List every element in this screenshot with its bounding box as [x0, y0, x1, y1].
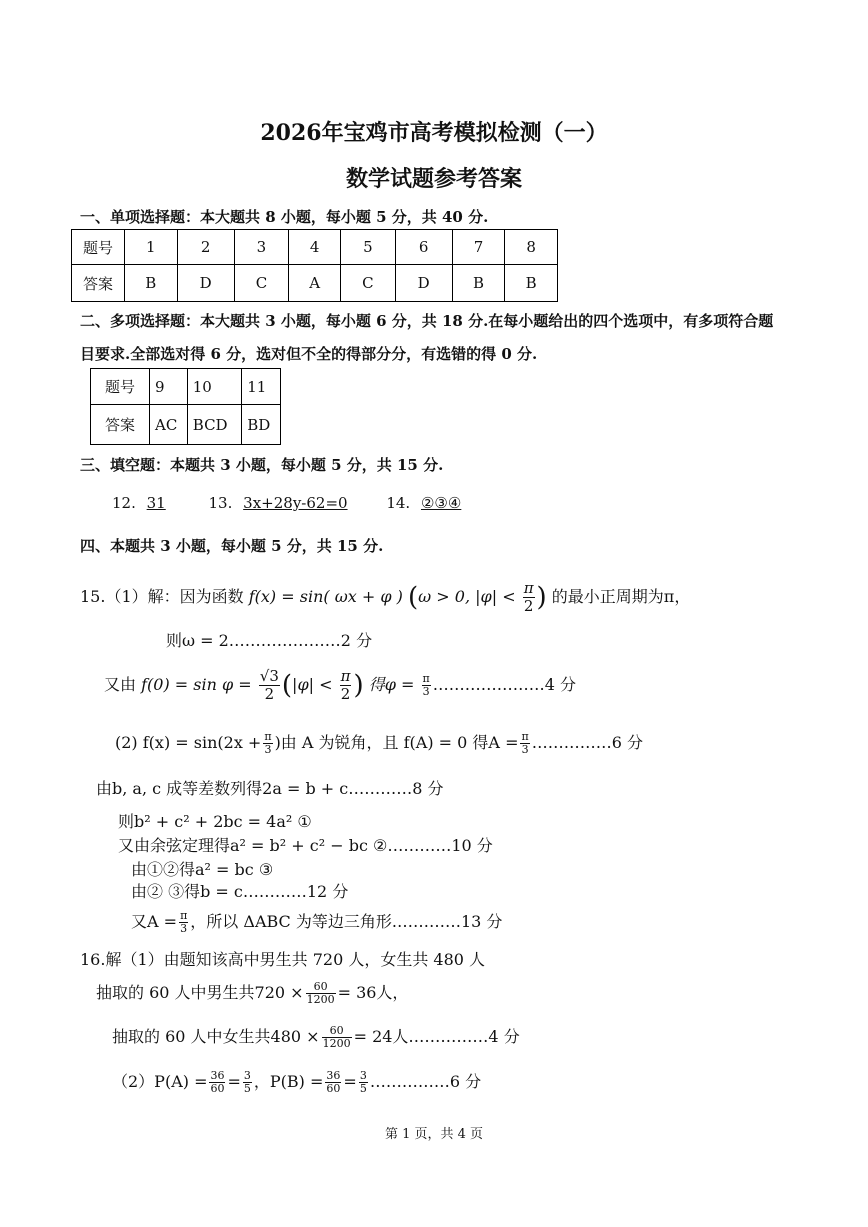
table-cell: C: [234, 265, 289, 302]
table-cell: B: [125, 265, 178, 302]
math-expr: 得φ =: [368, 675, 415, 694]
q15-intro: 15.（1）解：因为函数: [80, 587, 244, 606]
pi-over-3: $\frac{\pi}{3}$: [521, 730, 529, 756]
sqrt3-over-2: $\frac{√3}{2}$: [259, 667, 279, 703]
table-cell: 3: [234, 230, 289, 265]
table-cell: AC: [150, 405, 188, 445]
table-cell: 10: [187, 369, 241, 405]
table-cell: C: [341, 265, 396, 302]
page-title: 2026年宝鸡市高考模拟检测（一）: [260, 120, 608, 146]
equals-sign: =: [227, 1072, 241, 1091]
blank-14-answer: ②③④: [420, 494, 462, 512]
table-cell: 9: [150, 369, 188, 405]
q16-line4: [112, 1069, 481, 1095]
fill-blank-answers: [112, 494, 461, 512]
blank-13-answer: 3x+28y-62=0: [243, 494, 348, 512]
score-text: ……………6 分: [531, 733, 643, 752]
blank-12-number: 12.: [112, 494, 136, 512]
section1-heading: 一、单项选择题：本大题共 8 小题，每小题 5 分，共 40 分.: [80, 208, 489, 226]
blank-13-number: 13.: [208, 494, 233, 512]
q15-line6: 则b² + c² + 2bc = 4a² ①: [118, 812, 312, 831]
text-span: ，P(B) =: [253, 1072, 324, 1091]
table-cell: 8: [505, 230, 558, 265]
q16-line2: [96, 980, 408, 1006]
table-cell: 11: [242, 369, 281, 405]
pi-over-2: $\frac{\pi}{2}$: [340, 667, 351, 703]
equals-sign: =: [343, 1072, 357, 1091]
table-cell: 题号: [72, 230, 125, 265]
right-paren: ): [353, 670, 364, 701]
fraction: $\frac{3}{5}$: [359, 1069, 367, 1095]
q15-line10: [131, 909, 502, 935]
fraction: $\frac{60}{1200}$: [306, 980, 335, 1006]
section1-answer-table: [71, 229, 558, 302]
text-span: )由 A 为锐角，且 f(A) = 0 得A =: [274, 733, 519, 752]
left-paren: (: [281, 670, 293, 701]
pi-over-3: $\frac{\pi}{3}$: [180, 909, 188, 935]
q16-line1: 16.解（1）由题知该高中男生共 720 人，女生共 480 人: [80, 950, 486, 969]
blank-12-answer: 31: [146, 494, 166, 512]
table-cell: 题号: [91, 369, 150, 405]
q15-line9: 由② ③得b = c…………12 分: [131, 882, 349, 901]
math-expr: f(0) = sin φ =: [141, 675, 252, 694]
text-span: 又由: [104, 675, 137, 694]
blank-14-number: 14.: [386, 494, 411, 512]
section2-answer-table: [90, 368, 281, 445]
table-cell: D: [395, 265, 452, 302]
table-cell: 6: [395, 230, 452, 265]
pi-over-3: $\frac{\pi}{3}$: [422, 672, 430, 698]
fraction: $\frac{36}{60}$: [210, 1069, 225, 1095]
table-cell: 4: [289, 230, 341, 265]
table-cell: 2: [177, 230, 234, 265]
text-span: （2）P(A) =: [112, 1072, 208, 1091]
table-cell: B: [452, 265, 505, 302]
section2-number-row: [91, 369, 281, 405]
table-cell: 答案: [91, 405, 150, 445]
q16-line3: [112, 1024, 520, 1050]
table-cell: 7: [452, 230, 505, 265]
text-span: = 24人……………4 分: [353, 1027, 520, 1046]
section1-number-row: [72, 230, 558, 265]
table-cell: 1: [125, 230, 178, 265]
table-cell: A: [289, 265, 341, 302]
fraction: $\frac{60}{1200}$: [322, 1024, 351, 1050]
table-cell: B: [505, 265, 558, 302]
q15-period-text: 的最小正周期为π，: [551, 587, 691, 606]
section2-heading-line1: 二、多项选择题：本大题共 3 小题，每小题 6 分，共 18 分.在每小题给出的四个选项中，有多项符合题: [80, 312, 774, 330]
section2-answer-row: [91, 405, 281, 445]
q15-line5: 由b, a, c 成等差数列得2a = b + c…………8 分: [96, 779, 444, 798]
section3-heading: 三、填空题：本题共 3 小题，每小题 5 分，共 15 分.: [80, 456, 444, 474]
q15-condition: ω > 0, |φ| <: [418, 587, 516, 606]
text-span: 抽取的 60 人中女生共480 ×: [112, 1027, 320, 1046]
q15-line3: [104, 668, 576, 703]
fraction: $\frac{36}{60}$: [326, 1069, 341, 1095]
text-span: = 36人，: [337, 983, 409, 1002]
q15-line2: 则ω = 2…………………2 分: [166, 631, 373, 650]
section4-heading: 四、本题共 3 小题，每小题 5 分，共 15 分.: [80, 537, 384, 555]
score-text: …………………4 分: [432, 675, 577, 694]
math-expr: |φ| <: [292, 675, 333, 694]
left-paren: (: [407, 582, 419, 613]
page-footer: 第 1 页，共 4 页: [384, 1127, 484, 1142]
math-expr: (2) f(x) = sin(2x +: [115, 733, 262, 752]
q15-line1: [80, 580, 690, 615]
q15-line8: 由①②得a² = bc ③: [131, 860, 274, 879]
table-cell: D: [177, 265, 234, 302]
pi-over-3: $\frac{\pi}{3}$: [264, 730, 272, 756]
table-cell: BCD: [187, 405, 241, 445]
fraction: $\frac{3}{5}$: [243, 1069, 251, 1095]
table-cell: BD: [242, 405, 281, 445]
q15-line7: 又由余弦定理得a² = b² + c² − bc ②…………10 分: [118, 836, 493, 855]
text-span: 抽取的 60 人中男生共720 ×: [96, 983, 304, 1002]
q15-line4: [115, 730, 643, 756]
right-paren: ): [536, 582, 547, 613]
text-span: ，所以 ΔABC 为等边三角形.…………13 分: [190, 912, 503, 931]
q15-function: f(x) = sin( ωx + φ ): [248, 587, 403, 606]
section1-answer-row: [72, 265, 558, 302]
table-cell: 5: [341, 230, 396, 265]
score-text: ……………6 分: [369, 1072, 482, 1091]
q15-fraction: $\frac{\pi}{2}$: [523, 579, 534, 615]
section2-heading-line2: 目要求.全部选对得 6 分，选对但不全的得部分分，有选错的得 0 分.: [80, 345, 538, 363]
math-expr: 又A =: [131, 912, 178, 931]
table-cell: 答案: [72, 265, 125, 302]
page-subtitle: 数学试题参考答案: [345, 166, 522, 192]
